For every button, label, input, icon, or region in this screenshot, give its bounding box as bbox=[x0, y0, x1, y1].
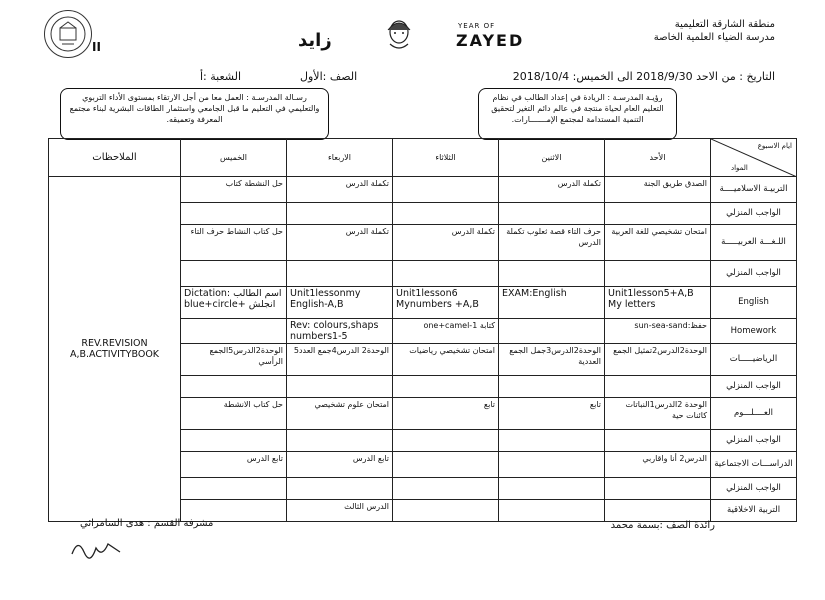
plan-cell bbox=[181, 203, 287, 225]
school-seal-logo bbox=[44, 10, 92, 58]
plan-cell: حفظ:sun-sea-sand bbox=[605, 319, 711, 344]
supervisor: مشرفة القسم : هدى السامرائي bbox=[80, 518, 214, 529]
plan-cell: حرف التاء قصة ثعلوب تكملة الدرس bbox=[499, 225, 605, 261]
subject-cell: التربيـة الاسلاميــــة bbox=[711, 177, 797, 203]
day-header-sunday: الأحد bbox=[605, 139, 711, 177]
plan-cell: الصدق طريق الجنة bbox=[605, 177, 711, 203]
plan-cell bbox=[499, 376, 605, 398]
subject-cell: الواجب المنزلي bbox=[711, 261, 797, 287]
plan-cell: حل كتاب النشاط حرف التاء bbox=[181, 225, 287, 261]
plan-cell: امتحان تشخيصي للغة العربية bbox=[605, 225, 711, 261]
plan-cell: الوحدة2الدرس3جمل الجمع العددية bbox=[499, 344, 605, 376]
signature-scribble bbox=[68, 534, 128, 566]
plan-cell: تكملة الدرس bbox=[393, 225, 499, 261]
table-row bbox=[49, 177, 797, 203]
plan-cell bbox=[605, 430, 711, 452]
plan-cell: Unit1lesson5+A,B My letters bbox=[605, 287, 711, 319]
year-of-label: YEAR OF bbox=[458, 22, 496, 30]
zayed-arabic-logo: زايد bbox=[298, 30, 332, 51]
plan-cell bbox=[181, 478, 287, 500]
plan-cell: الدرس2 أنا واقاربي bbox=[605, 452, 711, 478]
subject-cell: الواجب المنزلي bbox=[711, 203, 797, 225]
day-header-wednesday: الاربعاء bbox=[287, 139, 393, 177]
school-mission-box: رسـالة المدرسـة : العمل معا من أجل الارتقاء بمستوى الأداء التربوي والتعليمي في التعليم ما قبل الجامعي واستثمار الطاقات البشرية لبناء مجتمع المعرفة وتعميقه. bbox=[60, 88, 329, 140]
subject-cell: Homework bbox=[711, 319, 797, 344]
plan-cell: تابع الدرس bbox=[181, 452, 287, 478]
seal-mark: II bbox=[92, 40, 101, 54]
corner-days: ايام الاسبوع bbox=[757, 142, 792, 150]
plan-cell bbox=[287, 261, 393, 287]
plan-cell bbox=[605, 261, 711, 287]
date-from: 2018/9/30 bbox=[636, 70, 693, 83]
plan-cell: امتحان تشخيصي رياضيات bbox=[393, 344, 499, 376]
school-vision-box: رؤيـة المدرسـة : الريادة في إعداد الطالب في نظام التعليم العام لحياة منتجة في عالم دائم التغير لتحقيق التنمية المستدامة لمجتمع الإمـــــــارات. bbox=[478, 88, 677, 140]
plan-cell bbox=[499, 452, 605, 478]
corner-cell bbox=[711, 139, 797, 177]
plan-cell: تكملة الدرس bbox=[287, 177, 393, 203]
to-label: الى الخميس: bbox=[572, 70, 633, 83]
plan-cell bbox=[499, 261, 605, 287]
subject-cell: التربية الاخلاقية bbox=[711, 500, 797, 522]
plan-cell bbox=[605, 376, 711, 398]
plan-cell: تابع bbox=[499, 398, 605, 430]
subject-cell: العــــلـــوم bbox=[711, 398, 797, 430]
plan-cell bbox=[287, 430, 393, 452]
plan-cell bbox=[287, 478, 393, 500]
day-header-tuesday: الثلاثاء bbox=[393, 139, 499, 177]
plan-cell: كتابة 1-one+camel bbox=[393, 319, 499, 344]
plan-cell: الوحدة 2الدرس1النباتات كائنات حية bbox=[605, 398, 711, 430]
plan-cell: حل النشطة كتاب bbox=[181, 177, 287, 203]
plan-cell: Unit1lessonmy English-A,B bbox=[287, 287, 393, 319]
plan-cell bbox=[181, 261, 287, 287]
notes-cell: REV.REVISION A,B.ACTIVITYBOOK bbox=[49, 177, 181, 522]
header-block bbox=[555, 18, 775, 44]
date-to: 2018/10/4 bbox=[512, 70, 570, 83]
plan-cell: تابع bbox=[393, 398, 499, 430]
weekly-plan-table bbox=[48, 138, 797, 522]
plan-cell bbox=[499, 500, 605, 522]
plan-cell bbox=[393, 261, 499, 287]
subject-cell: الدراســـات الاجتماعية bbox=[711, 452, 797, 478]
subject-cell: الواجب المنزلي bbox=[711, 376, 797, 398]
zone-name: منطقة الشارقة التعليمية bbox=[674, 19, 775, 30]
notes-header: الملاحظات bbox=[49, 139, 181, 177]
plan-cell: الوحدة2الدرس5الجمع الرأسي bbox=[181, 344, 287, 376]
plan-cell bbox=[605, 203, 711, 225]
subject-cell: اللـغـــة العربيـــــة bbox=[711, 225, 797, 261]
section-label: الشعبة :أ bbox=[200, 70, 242, 83]
plan-cell: الوحدة2الدرس2تمثيل الجمع bbox=[605, 344, 711, 376]
table-header-row bbox=[49, 139, 797, 177]
plan-cell: امتحان علوم تشخيصي bbox=[287, 398, 393, 430]
date-label: التاريخ : من الاحد bbox=[696, 70, 775, 83]
subject-cell: الواجب المنزلي bbox=[711, 430, 797, 452]
plan-cell bbox=[499, 478, 605, 500]
zayed-label: ZAYED bbox=[456, 31, 525, 50]
plan-cell bbox=[393, 452, 499, 478]
plan-cell: EXAM:English bbox=[499, 287, 605, 319]
plan-cell bbox=[181, 319, 287, 344]
plan-cell bbox=[499, 430, 605, 452]
plan-cell bbox=[393, 500, 499, 522]
plan-cell: تابع الدرس bbox=[287, 452, 393, 478]
plan-cell: Dictation: اسم الطالب blue+circle+ انجلش bbox=[181, 287, 287, 319]
plan-cell: تكملة الدرس bbox=[287, 225, 393, 261]
plan-cell bbox=[605, 500, 711, 522]
plan-cell: الدرس الثالث bbox=[287, 500, 393, 522]
plan-cell bbox=[181, 430, 287, 452]
grade-label: الصف :الأول bbox=[300, 70, 358, 83]
plan-cell bbox=[393, 376, 499, 398]
seal-icon bbox=[48, 14, 88, 54]
plan-cell: Unit1lesson6 Mynumbers +A,B bbox=[393, 287, 499, 319]
zayed-portrait-icon bbox=[384, 18, 414, 52]
subject-cell: الرياضيـــــات bbox=[711, 344, 797, 376]
date-range bbox=[513, 70, 775, 83]
plan-cell bbox=[393, 177, 499, 203]
subject-cell: English bbox=[711, 287, 797, 319]
plan-cell bbox=[287, 376, 393, 398]
plan-cell bbox=[393, 430, 499, 452]
class-leader: رائدة الصف :بسمة محمد bbox=[610, 520, 715, 531]
day-header-thursday: الخميس bbox=[181, 139, 287, 177]
corner-subjects: المواد bbox=[731, 164, 748, 172]
plan-cell bbox=[499, 203, 605, 225]
plan-cell bbox=[287, 203, 393, 225]
plan-cell bbox=[605, 478, 711, 500]
plan-cell bbox=[393, 203, 499, 225]
plan-cell: Rev: colours,shaps numbers1-5 bbox=[287, 319, 393, 344]
plan-cell bbox=[181, 376, 287, 398]
plan-cell bbox=[499, 319, 605, 344]
plan-cell: تكملة الدرس bbox=[499, 177, 605, 203]
plan-cell: حل كتاب الانشطة bbox=[181, 398, 287, 430]
school-name: مدرسة الضياء العلمية الخاصة bbox=[653, 32, 775, 43]
subject-cell: الواجب المنزلي bbox=[711, 478, 797, 500]
plan-cell: الوحدة2 الدرس4جمع العدد5 bbox=[287, 344, 393, 376]
day-header-monday: الاثنين bbox=[499, 139, 605, 177]
plan-cell bbox=[393, 478, 499, 500]
